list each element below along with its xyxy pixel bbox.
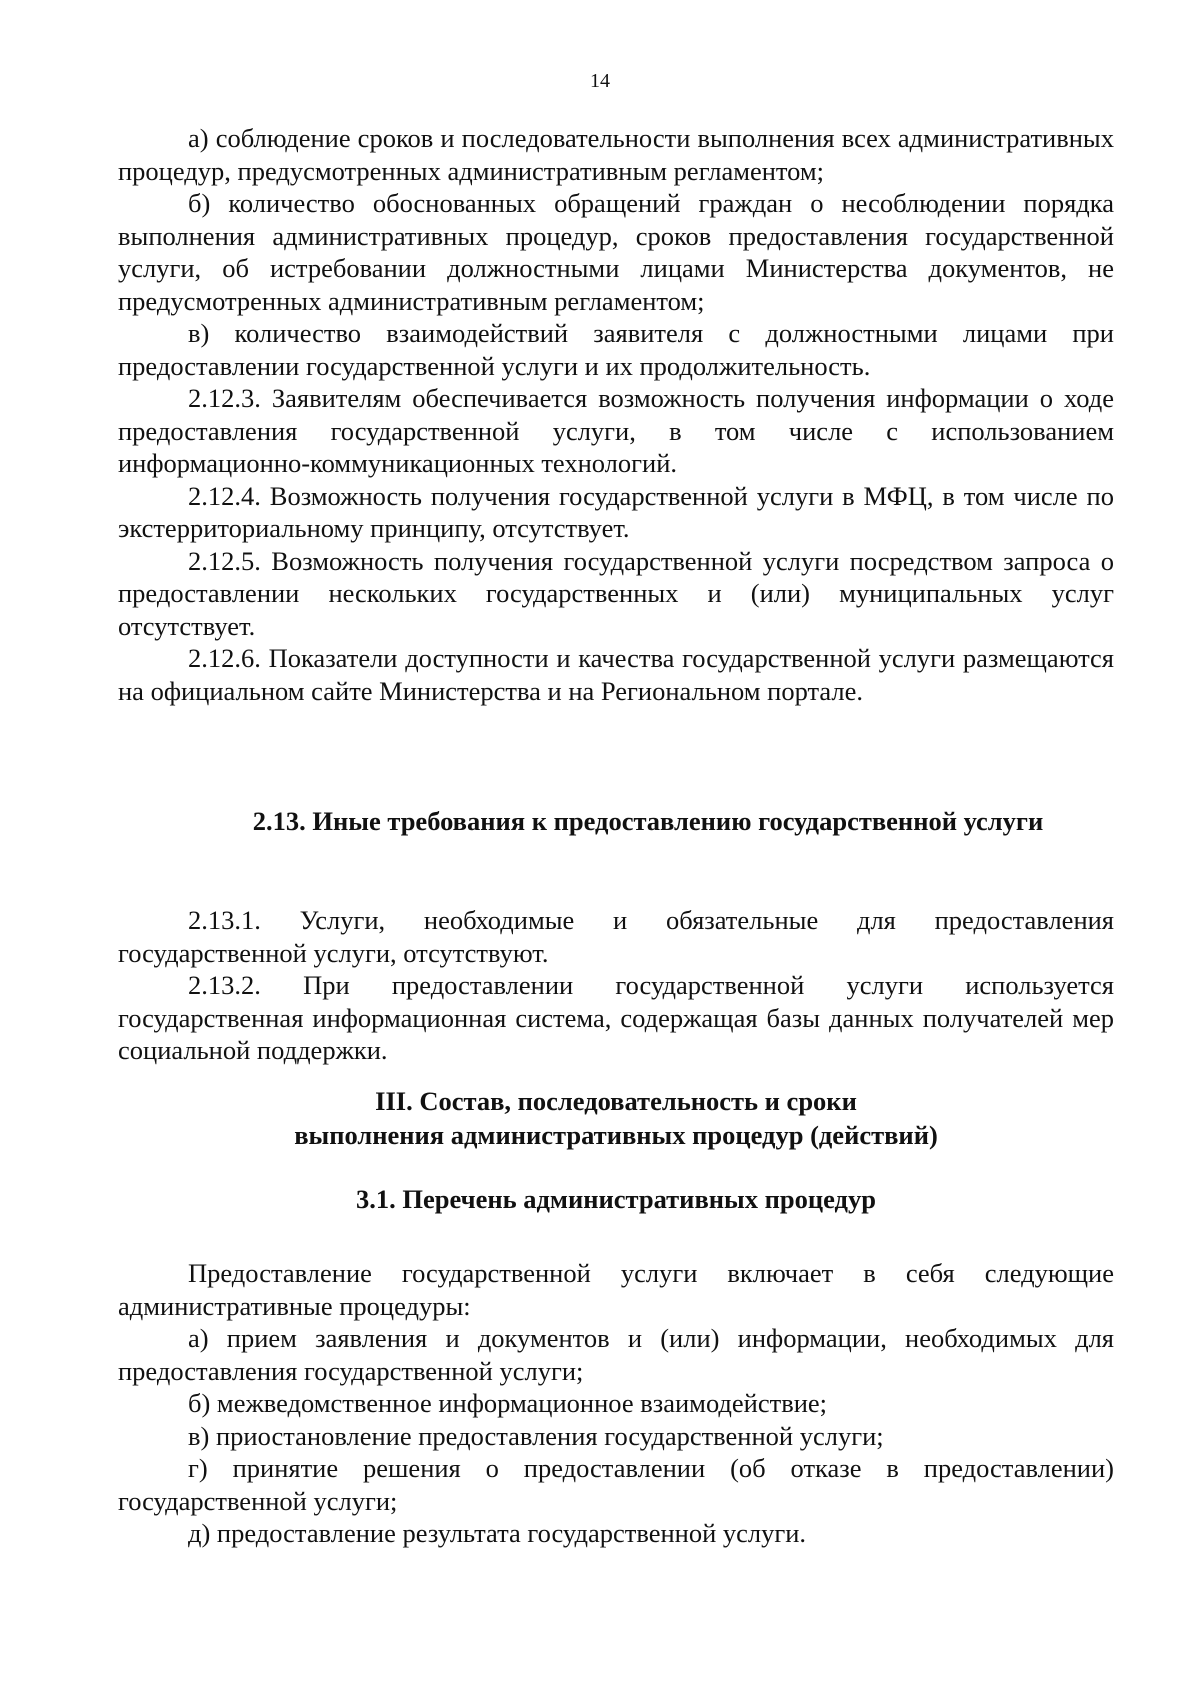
paragraph-2-12-5: 2.12.5. Возможность получения государственной услуги посредством запроса о предоставлении нескольких государственных и (или) муниципальных услуг отсутствует. bbox=[118, 545, 1114, 641]
list-item-3-1-d: д) предоставление результата государственной услуги. bbox=[188, 1518, 807, 1548]
list-item-3-1-a: а) прием заявления и документов и (или) информации, необходимых для предоставления государственной услуги; bbox=[118, 1323, 1114, 1386]
section-2-13-text bbox=[118, 904, 1114, 1067]
paragraph-2-12-v: в) количество взаимодействий заявителя с должностными лицами при предоставлении государственной услуги и их продолжительность. bbox=[118, 318, 1114, 381]
section-III-heading-line1: III. Состав, последовательность и сроки bbox=[375, 1086, 857, 1116]
section-III-heading-line2: выполнения административных процедур (действий) bbox=[294, 1120, 938, 1150]
section-III-heading bbox=[118, 1084, 1114, 1152]
section-3-1-text bbox=[118, 1257, 1114, 1550]
section-2-13-heading: 2.13. Иные требования к предоставлению государственной услуги bbox=[252, 806, 1044, 836]
paragraph-3-1-intro: Предоставление государственной услуги включает в себя следующие административные процедуры: bbox=[118, 1258, 1114, 1321]
list-item-3-1-b: б) межведомственное информационное взаимодействие; bbox=[188, 1388, 828, 1418]
paragraph-2-12-3: 2.12.3. Заявителям обеспечивается возможность получения информации о ходе предоставления государственной услуги, в том числе с использованием информационно-коммуникационных технологий. bbox=[118, 383, 1114, 478]
paragraph-2-12-b: б) количество обоснованных обращений граждан о несоблюдении порядка выполнения административных процедур, сроков предоставления государственной услуги, об истребовании должностными лицами Министерства документов, не предусмотренных административным регламентом; bbox=[118, 188, 1114, 316]
list-item-3-1-g: г) принятие решения о предоставлении (об отказе в предоставлении) государственной услуги; bbox=[118, 1453, 1114, 1516]
page-number: 14 bbox=[590, 70, 610, 92]
section-2-12-text bbox=[118, 122, 1114, 707]
paragraph-2-12-a: а) соблюдение сроков и последовательности выполнения всех административных процедур, предусмотренных административным регламентом; bbox=[118, 123, 1114, 186]
paragraph-2-13-1: 2.13.1. Услуги, необходимые и обязательные для предоставления государственной услуги, отсутствуют. bbox=[118, 905, 1114, 968]
paragraph-2-12-4: 2.12.4. Возможность получения государственной услуги в МФЦ, в том числе по экстерриториальному принципу, отсутствует. bbox=[118, 480, 1114, 543]
section-3-1-heading: 3.1. Перечень административных процедур bbox=[356, 1184, 876, 1214]
list-item-3-1-v: в) приостановление предоставления государственной услуги; bbox=[188, 1420, 884, 1451]
paragraph-2-13-2: 2.13.2. При предоставлении государственной услуги используется государственная информационная система, содержащая базы данных получателей мер социальной поддержки. bbox=[118, 970, 1114, 1065]
paragraph-2-12-6: 2.12.6. Показатели доступности и качества государственной услуги размещаются на официальном сайте Министерства и на Региональном портале. bbox=[118, 643, 1114, 706]
